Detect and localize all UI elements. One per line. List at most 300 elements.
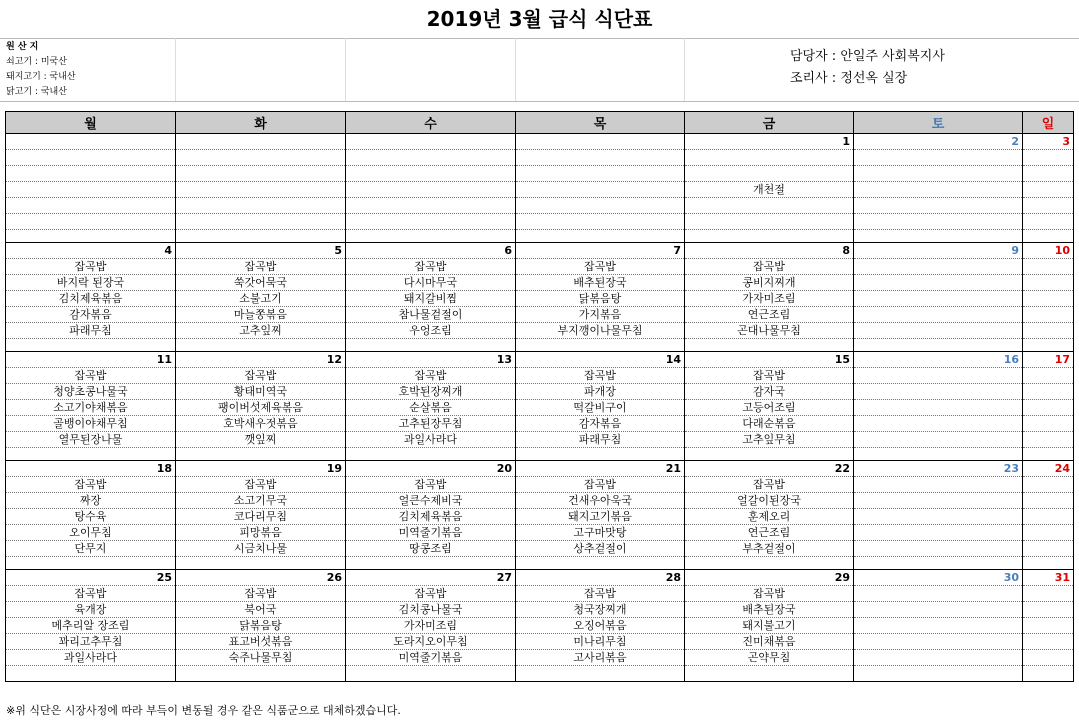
- date-number: 9: [854, 243, 1023, 259]
- menu-item: 소고기야채볶음: [6, 400, 176, 416]
- menu-item: [685, 230, 854, 243]
- menu-item: [176, 666, 346, 682]
- menu-item: [854, 416, 1023, 432]
- menu-item: [854, 650, 1023, 666]
- menu-item: 황태미역국: [176, 384, 346, 400]
- menu-item: 잡곡밥: [685, 477, 854, 493]
- menu-item: 골뱅이야채무침: [6, 416, 176, 432]
- menu-item: [685, 214, 854, 230]
- menu-row: [6, 650, 1074, 666]
- menu-item: 메추리알 장조림: [6, 618, 176, 634]
- menu-row: [6, 198, 1074, 214]
- menu-row: [6, 150, 1074, 166]
- menu-row: [6, 618, 1074, 634]
- menu-item: 잡곡밥: [176, 259, 346, 275]
- menu-item: [1023, 182, 1074, 198]
- date-number: 19: [176, 461, 346, 477]
- weekday-header: 일: [1023, 112, 1074, 134]
- menu-item: 김치콩나물국: [346, 602, 516, 618]
- menu-item: [1023, 586, 1074, 602]
- menu-item: [854, 150, 1023, 166]
- menu-item: 부지깽이나물무침: [516, 323, 685, 339]
- menu-item: 과일사라다: [346, 432, 516, 448]
- menu-item: [346, 230, 516, 243]
- menu-item: 건새우아욱국: [516, 493, 685, 509]
- menu-item: [6, 150, 176, 166]
- menu-item: [854, 368, 1023, 384]
- menu-item: [685, 198, 854, 214]
- menu-item: 훈제오리: [685, 509, 854, 525]
- menu-item: 김치제육볶음: [346, 509, 516, 525]
- menu-item: [1023, 416, 1074, 432]
- date-number: 17: [1023, 352, 1074, 368]
- origin-heading: 원 산 지: [6, 42, 39, 52]
- menu-row: [6, 602, 1074, 618]
- footer-note: ※위 식단은 시장사정에 따라 부득이 변동될 경우 같은 식품군으로 대체하겠습니다.: [6, 704, 401, 717]
- menu-item: [854, 198, 1023, 214]
- menu-item: [6, 182, 176, 198]
- menu-item: [6, 557, 176, 570]
- menu-item: 과일사라다: [6, 650, 176, 666]
- menu-item: [854, 477, 1023, 493]
- date-number: 6: [346, 243, 516, 259]
- menu-item: 참나물겉절이: [346, 307, 516, 323]
- menu-item: 고구마맛탕: [516, 525, 685, 541]
- grid-line: [175, 38, 176, 101]
- menu-item: [346, 448, 516, 461]
- menu-item: 고추잎찌: [176, 323, 346, 339]
- origin-chicken: 닭고기 : 국내산: [6, 87, 67, 97]
- grid-line: [684, 38, 685, 101]
- weekday-header: 토: [854, 112, 1023, 134]
- date-number: 8: [685, 243, 854, 259]
- menu-item: [6, 214, 176, 230]
- menu-item: 미나리무침: [516, 634, 685, 650]
- menu-item: [346, 150, 516, 166]
- menu-item: 곤약무침: [685, 650, 854, 666]
- menu-item: 잡곡밥: [176, 477, 346, 493]
- menu-item: [854, 509, 1023, 525]
- menu-row: [6, 339, 1074, 352]
- menu-item: [1023, 368, 1074, 384]
- menu-row: [6, 634, 1074, 650]
- menu-row: [6, 275, 1074, 291]
- staff-info: [790, 46, 945, 90]
- menu-row: [6, 323, 1074, 339]
- menu-item: 다래순볶음: [685, 416, 854, 432]
- menu-item: 고추된장무침: [346, 416, 516, 432]
- menu-item: 마늘쫑볶음: [176, 307, 346, 323]
- date-row: [6, 243, 1074, 259]
- menu-item: 배추된장국: [516, 275, 685, 291]
- menu-item: [346, 198, 516, 214]
- menu-row: [6, 432, 1074, 448]
- menu-item: [854, 602, 1023, 618]
- menu-item: 잡곡밥: [346, 259, 516, 275]
- menu-item: [1023, 650, 1074, 666]
- menu-item: [854, 541, 1023, 557]
- date-number: 5: [176, 243, 346, 259]
- menu-row: [6, 541, 1074, 557]
- origin-info: [6, 40, 76, 100]
- date-number: 25: [6, 570, 176, 586]
- menu-item: [854, 618, 1023, 634]
- menu-item: 열무된장나물: [6, 432, 176, 448]
- menu-item: 호박새우젓볶음: [176, 416, 346, 432]
- menu-item: [516, 448, 685, 461]
- menu-item: 잡곡밥: [6, 477, 176, 493]
- menu-row: [6, 182, 1074, 198]
- menu-item: [176, 150, 346, 166]
- menu-item: 얼갈이된장국: [685, 493, 854, 509]
- menu-item: 잡곡밥: [685, 259, 854, 275]
- date-number: 10: [1023, 243, 1074, 259]
- menu-item: 호박된장찌개: [346, 384, 516, 400]
- date-number: [176, 134, 346, 150]
- menu-item: 잡곡밥: [685, 368, 854, 384]
- info-section: [0, 38, 1079, 102]
- page-title: 2019년 3월 급식 식단표: [0, 0, 1079, 39]
- menu-item: 소불고기: [176, 291, 346, 307]
- menu-item: 오이무침: [6, 525, 176, 541]
- menu-item: [516, 230, 685, 243]
- date-number: [516, 134, 685, 150]
- weekday-header: 수: [346, 112, 516, 134]
- date-row: [6, 461, 1074, 477]
- menu-item: 표고버섯볶음: [176, 634, 346, 650]
- menu-row: [6, 166, 1074, 182]
- menu-item: [1023, 198, 1074, 214]
- menu-item: 김치제육볶음: [6, 291, 176, 307]
- menu-item: [1023, 509, 1074, 525]
- date-number: 31: [1023, 570, 1074, 586]
- menu-item: 곤대나물무침: [685, 323, 854, 339]
- menu-item: [346, 666, 516, 682]
- menu-item: 가지볶음: [516, 307, 685, 323]
- date-number: 3: [1023, 134, 1074, 150]
- menu-row: [6, 509, 1074, 525]
- menu-item: 파개장: [516, 384, 685, 400]
- cook-line: 조리사 : 정선옥 실장: [790, 71, 908, 86]
- menu-item: 육개장: [6, 602, 176, 618]
- menu-item: 잡곡밥: [6, 259, 176, 275]
- menu-item: [516, 198, 685, 214]
- menu-item: 상추겉절이: [516, 541, 685, 557]
- menu-item: [516, 339, 685, 352]
- menu-item: [1023, 150, 1074, 166]
- menu-item: 닭볶음탕: [176, 618, 346, 634]
- menu-item: [346, 557, 516, 570]
- menu-row: [6, 586, 1074, 602]
- manager-line: 담당자 : 안일주 사회복지사: [790, 49, 945, 64]
- menu-item: [1023, 307, 1074, 323]
- menu-item: 다시마무국: [346, 275, 516, 291]
- date-number: 15: [685, 352, 854, 368]
- menu-row: [6, 525, 1074, 541]
- menu-item: 잡곡밥: [516, 477, 685, 493]
- menu-item: [1023, 275, 1074, 291]
- menu-item: [6, 666, 176, 682]
- menu-item: [685, 557, 854, 570]
- menu-item: 돼지고기볶음: [516, 509, 685, 525]
- date-number: 27: [346, 570, 516, 586]
- menu-item: [346, 339, 516, 352]
- menu-item: [1023, 323, 1074, 339]
- menu-item: 부추겉절이: [685, 541, 854, 557]
- menu-item: 시금치나물: [176, 541, 346, 557]
- menu-item: [1023, 541, 1074, 557]
- date-number: 11: [6, 352, 176, 368]
- menu-item: 바지락 된장국: [6, 275, 176, 291]
- menu-item: [516, 150, 685, 166]
- menu-item: 가자미조림: [346, 618, 516, 634]
- menu-item: 미역줄기볶음: [346, 650, 516, 666]
- menu-item: [854, 291, 1023, 307]
- menu-item: 땅콩조림: [346, 541, 516, 557]
- menu-item: [176, 448, 346, 461]
- menu-item: 닭볶음탕: [516, 291, 685, 307]
- menu-item: 감자국: [685, 384, 854, 400]
- date-number: [346, 134, 516, 150]
- menu-item: 개천절: [685, 182, 854, 198]
- menu-item: 짜장: [6, 493, 176, 509]
- menu-item: [854, 323, 1023, 339]
- menu-item: 가자미조림: [685, 291, 854, 307]
- menu-item: 잡곡밥: [346, 477, 516, 493]
- date-number: 24: [1023, 461, 1074, 477]
- date-number: 23: [854, 461, 1023, 477]
- menu-item: [1023, 602, 1074, 618]
- menu-item: 잡곡밥: [346, 586, 516, 602]
- menu-item: [6, 198, 176, 214]
- menu-item: 고등어조림: [685, 400, 854, 416]
- menu-item: [854, 448, 1023, 461]
- menu-item: 단무지: [6, 541, 176, 557]
- menu-row: [6, 400, 1074, 416]
- menu-item: 잡곡밥: [516, 586, 685, 602]
- menu-item: [6, 339, 176, 352]
- menu-item: [346, 182, 516, 198]
- date-row: [6, 134, 1074, 150]
- menu-item: 숙주나물무침: [176, 650, 346, 666]
- menu-item: [516, 666, 685, 682]
- date-number: 21: [516, 461, 685, 477]
- menu-item: 잡곡밥: [176, 586, 346, 602]
- menu-item: [1023, 666, 1074, 682]
- menu-item: [854, 557, 1023, 570]
- menu-item: 잡곡밥: [516, 259, 685, 275]
- date-row: [6, 352, 1074, 368]
- menu-item: [1023, 166, 1074, 182]
- menu-item: 잡곡밥: [6, 368, 176, 384]
- weekday-header-row: [6, 112, 1074, 134]
- menu-item: 잡곡밥: [346, 368, 516, 384]
- menu-item: 우엉조림: [346, 323, 516, 339]
- menu-item: [1023, 384, 1074, 400]
- menu-item: [176, 182, 346, 198]
- menu-item: [854, 525, 1023, 541]
- menu-item: [854, 400, 1023, 416]
- menu-row: [6, 416, 1074, 432]
- menu-item: 잡곡밥: [176, 368, 346, 384]
- menu-item: [854, 259, 1023, 275]
- menu-item: [1023, 634, 1074, 650]
- menu-item: 오징어볶음: [516, 618, 685, 634]
- date-row: [6, 570, 1074, 586]
- menu-item: 콩비지찌개: [685, 275, 854, 291]
- menu-item: 연근조림: [685, 525, 854, 541]
- origin-pork: 돼지고기 : 국내산: [6, 72, 76, 82]
- menu-item: [685, 448, 854, 461]
- menu-item: [176, 166, 346, 182]
- menu-item: [516, 166, 685, 182]
- menu-item: [176, 339, 346, 352]
- date-number: 22: [685, 461, 854, 477]
- menu-item: [1023, 557, 1074, 570]
- menu-item: 감자볶음: [516, 416, 685, 432]
- menu-item: [854, 307, 1023, 323]
- menu-item: 청양초콩나물국: [6, 384, 176, 400]
- menu-item: [1023, 448, 1074, 461]
- weekday-header: 금: [685, 112, 854, 134]
- date-number: 16: [854, 352, 1023, 368]
- menu-item: 코다리무침: [176, 509, 346, 525]
- menu-item: [1023, 214, 1074, 230]
- menu-item: 연근조림: [685, 307, 854, 323]
- menu-item: [1023, 477, 1074, 493]
- menu-item: [1023, 291, 1074, 307]
- menu-item: 청국장찌개: [516, 602, 685, 618]
- menu-item: [854, 634, 1023, 650]
- menu-item: [854, 166, 1023, 182]
- menu-item: 얼큰수제비국: [346, 493, 516, 509]
- date-number: 2: [854, 134, 1023, 150]
- date-number: 7: [516, 243, 685, 259]
- menu-item: [854, 432, 1023, 448]
- grid-line: [345, 38, 346, 101]
- menu-item: [1023, 400, 1074, 416]
- date-number: 26: [176, 570, 346, 586]
- weekday-header: 목: [516, 112, 685, 134]
- menu-row: [6, 259, 1074, 275]
- menu-row: [6, 448, 1074, 461]
- weekday-header: 화: [176, 112, 346, 134]
- menu-item: 순살볶음: [346, 400, 516, 416]
- menu-row: [6, 384, 1074, 400]
- menu-item: [854, 666, 1023, 682]
- menu-item: 도라지오이무침: [346, 634, 516, 650]
- date-number: 20: [346, 461, 516, 477]
- menu-item: 탕수육: [6, 509, 176, 525]
- date-number: 28: [516, 570, 685, 586]
- menu-item: [1023, 339, 1074, 352]
- menu-item: 고사리볶음: [516, 650, 685, 666]
- menu-item: [854, 214, 1023, 230]
- menu-item: 파래무침: [516, 432, 685, 448]
- menu-row: [6, 214, 1074, 230]
- date-number: [6, 134, 176, 150]
- menu-item: 배추된장국: [685, 602, 854, 618]
- menu-row: [6, 368, 1074, 384]
- menu-item: 미역줄기볶음: [346, 525, 516, 541]
- menu-item: 깻잎찌: [176, 432, 346, 448]
- date-number: 29: [685, 570, 854, 586]
- menu-item: 진미채볶음: [685, 634, 854, 650]
- menu-item: [6, 448, 176, 461]
- menu-item: [1023, 525, 1074, 541]
- menu-item: [854, 384, 1023, 400]
- menu-row: [6, 477, 1074, 493]
- menu-item: [176, 214, 346, 230]
- menu-calendar: [5, 111, 1074, 682]
- menu-row: [6, 493, 1074, 509]
- grid-line: [515, 38, 516, 101]
- menu-item: [516, 557, 685, 570]
- menu-item: 잡곡밥: [685, 586, 854, 602]
- menu-item: [854, 275, 1023, 291]
- menu-item: 꽈리고추무침: [6, 634, 176, 650]
- menu-row: [6, 230, 1074, 243]
- menu-item: 돼지불고기: [685, 618, 854, 634]
- menu-row: [6, 557, 1074, 570]
- menu-item: [1023, 259, 1074, 275]
- menu-row: [6, 666, 1074, 682]
- menu-item: [516, 182, 685, 198]
- menu-item: [854, 230, 1023, 243]
- menu-row: [6, 291, 1074, 307]
- menu-item: [176, 557, 346, 570]
- menu-item: [516, 214, 685, 230]
- menu-item: 북어국: [176, 602, 346, 618]
- date-number: 13: [346, 352, 516, 368]
- menu-item: [854, 493, 1023, 509]
- menu-item: [1023, 230, 1074, 243]
- menu-item: 잡곡밥: [6, 586, 176, 602]
- menu-item: 떡갈비구이: [516, 400, 685, 416]
- menu-item: 피망볶음: [176, 525, 346, 541]
- menu-item: [1023, 493, 1074, 509]
- menu-item: 돼지갈비찜: [346, 291, 516, 307]
- menu-item: [176, 230, 346, 243]
- menu-item: 팽이버섯제육볶음: [176, 400, 346, 416]
- date-number: 12: [176, 352, 346, 368]
- menu-item: 쑥갓어묵국: [176, 275, 346, 291]
- date-number: 30: [854, 570, 1023, 586]
- menu-item: 잡곡밥: [516, 368, 685, 384]
- menu-item: [176, 198, 346, 214]
- date-number: 18: [6, 461, 176, 477]
- menu-item: [685, 150, 854, 166]
- menu-item: [854, 586, 1023, 602]
- menu-row: [6, 307, 1074, 323]
- menu-item: 고추잎무침: [685, 432, 854, 448]
- menu-item: [685, 166, 854, 182]
- menu-item: [1023, 618, 1074, 634]
- date-number: 14: [516, 352, 685, 368]
- menu-item: [346, 166, 516, 182]
- menu-item: [6, 166, 176, 182]
- menu-item: [1023, 432, 1074, 448]
- menu-item: [346, 214, 516, 230]
- date-number: 1: [685, 134, 854, 150]
- weekday-header: 월: [6, 112, 176, 134]
- menu-item: 소고기무국: [176, 493, 346, 509]
- menu-item: [685, 666, 854, 682]
- date-number: 4: [6, 243, 176, 259]
- menu-item: 파래무침: [6, 323, 176, 339]
- menu-item: [6, 230, 176, 243]
- menu-item: [854, 339, 1023, 352]
